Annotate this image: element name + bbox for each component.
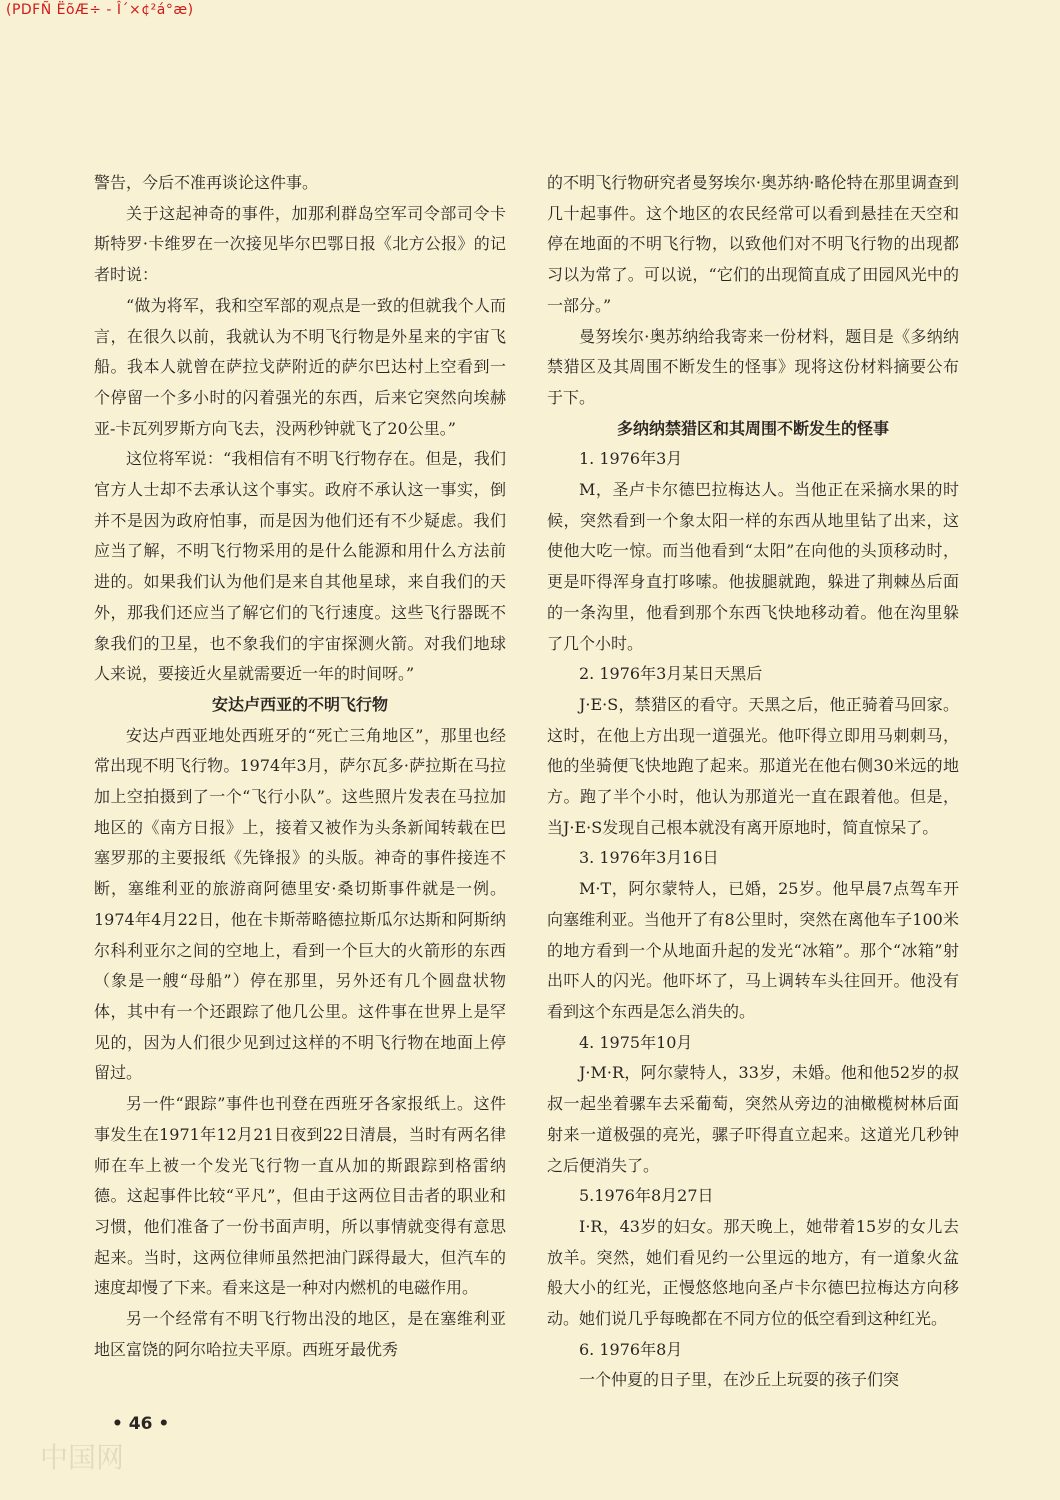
right-paragraph: 5.1976年8月27日 xyxy=(579,1186,714,1206)
right-paragraph: 一个仲夏的日子里，在沙丘上玩耍的孩子们突 xyxy=(579,1370,900,1390)
right-paragraph: M，圣卢卡尔德巴拉梅达人。当他正在采摘水果的时候，突然看到一个象太阳一样的东西从地里钻了出来，这使他大吃一惊。而当他看到“太阳”在向他的头顶移动时，更是吓得浑身直打哆嗦。他拔腿就跑，躲进了荆棘丛后面的一条沟里，他看到那个东西飞快地移动着。他在沟里躲了几个小时。 xyxy=(547,480,959,653)
right-paragraph: 3. 1976年3月16日 xyxy=(579,848,719,868)
right-section-heading: 多纳纳禁猎区和其周围不断发生的怪事 xyxy=(616,418,889,438)
page-number: • 46 • xyxy=(112,1414,170,1434)
right-paragraph: 4. 1975年10月 xyxy=(579,1032,693,1052)
pdf-header-mark: (PDFÑ ËõÆ÷ - Î´×¢²á°æ) xyxy=(6,2,194,18)
watermark: 中国网 xyxy=(40,1441,125,1474)
right-paragraph: 2. 1976年3月某日天黑后 xyxy=(579,664,763,684)
left-paragraph: 这位将军说：“我相信有不明飞行物存在。但是，我们官方人士却不去承认这个事实。政府不承认这一事实，倒并不是因为政府怕事，而是因为他们还有不少疑虑。我们应当了解，不明飞行物采用的是什么能源和用什么方法前进的。如果我们认为他们是来自其他星球，来自我们的天外，那我们还应当了解它们的飞行速度。这些飞行器既不象我们的卫星，也不象我们的宇宙探测火箭。对我们地球人来说，要接近火星就需要近一年的时间呀。” xyxy=(94,449,506,684)
right-paragraph: 6. 1976年8月 xyxy=(579,1339,683,1359)
right-paragraph: 曼努埃尔·奥苏纳给我寄来一份材料，题目是《多纳纳禁猎区及其周围不断发生的怪事》现将这份材料摘要公布于下。 xyxy=(547,326,959,407)
right-paragraph: J·M·R，阿尔蒙特人，33岁，未婚。他和他52岁的叔叔一起坐着骡车去采葡萄，突然从旁边的油橄榄树林后面射来一道极强的亮光，骡子吓得直立起来。这道光几秒钟之后便消失了。 xyxy=(547,1063,959,1175)
left-section-heading: 安达卢西亚的不明飞行物 xyxy=(211,694,388,714)
right-paragraph: 1. 1976年3月 xyxy=(579,449,683,469)
right-paragraph: J·E·S，禁猎区的看守。天黑之后，他正骑着马回家。这时，在他上方出现一道强光。他吓得立即用马刺刺马，他的坐骑便飞快地跑了起来。那道光在他右侧30米远的地方。跑了半个小时，他认为那道光一直在跟着他。但是，当J·E·S发现自己根本就没有离开原地时，简直惊呆了。 xyxy=(547,694,959,837)
right-paragraph: I·R，43岁的妇女。那天晚上，她带着15岁的女儿去放羊。突然，她们看见约一公里远的地方，有一道象火盆般大小的红光，正慢悠悠地向圣卢卡尔德巴拉梅达方向移动。她们说几乎每晚都在不同方位的低空看到这种红光。 xyxy=(547,1216,959,1329)
right-paragraph: 的不明飞行物研究者曼努埃尔·奥苏纳·略伦特在那里调查到几十起事件。这个地区的农民经常可以看到悬挂在天空和停在地面的不明飞行物，以致他们对不明飞行物的出现都习以为常了。可以说，“它们的出现简直成了田园风光中的一部分。” xyxy=(547,173,959,315)
left-text-column xyxy=(94,168,506,1365)
left-paragraph: 另一件“跟踪”事件也刊登在西班牙各家报纸上。这件事发生在1971年12月21日夜到22日清晨，当时有两名律师在车上被一个发光飞行物一直从加的斯跟踪到格雷纳德。这起事件比较“平凡”，但由于这两位目击者的职业和习惯，他们准备了一份书面声明，所以事情就变得有意思起来。当时，这两位律师虽然把油门踩得最大，但汽车的速度却慢了下来。看来这是一种对内燃机的电磁作用。 xyxy=(94,1094,506,1298)
left-paragraph: 另一个经常有不明飞行物出没的地区，是在塞维利亚地区富饶的阿尔哈拉夫平原。西班牙最优秀 xyxy=(94,1309,506,1359)
left-paragraph: 警告，今后不准再谈论这件事。 xyxy=(94,173,319,192)
right-paragraph: M·T，阿尔蒙特人，已婚，25岁。他早晨7点驾车开向塞维利亚。当他开了有8公里时，突然在离他车子100米的地方看到一个从地面升起的发光“冰箱”。那个“冰箱”射出吓人的闪光。他吓坏了，马上调转车头往回开。他没有看到这个东西是怎么消失的。 xyxy=(547,879,959,1021)
left-paragraph: “做为将军，我和空军部的观点是一致的但就我个人而言，在很久以前，我就认为不明飞行物是外星来的宇宙飞船。我本人就曾在萨拉戈萨附近的萨尔巴达村上空看到一个停留一个多小时的闪着强光的东西，后来它突然向埃赫亚-卡瓦列罗斯方向飞去，没两秒钟就飞了20公里。” xyxy=(94,295,506,438)
left-paragraph: 安达卢西亚地处西班牙的“死亡三角地区”，那里也经常出现不明飞行物。1974年3月，萨尔瓦多·萨拉斯在马拉加上空拍摄到了一个“飞行小队”。这些照片发表在马拉加地区的《南方日报》上，接着又被作为头条新闻转载在巴塞罗那的主要报纸《先锋报》的头版。神奇的事件接连不断，塞维利亚的旅游商阿德里安·桑切斯事件就是一例。1974年4月22日，他在卡斯蒂略德拉斯瓜尔达斯和阿斯纳尔科利亚尔之间的空地上，看到一个巨大的火箭形的东西（象是一艘“母船”）停在那里，另外还有几个圆盘状物体，其中有一个还跟踪了他几公里。这件事在世界上是罕见的，因为人们很少见到过这样的不明飞行物在地面上停留过。 xyxy=(94,725,506,1083)
right-text-column xyxy=(547,168,959,1396)
left-paragraph: 关于这起神奇的事件，加那利群岛空军司令部司令卡斯特罗·卡维罗在一次接见毕尔巴鄂日报《北方公报》的记者时说： xyxy=(94,203,506,285)
